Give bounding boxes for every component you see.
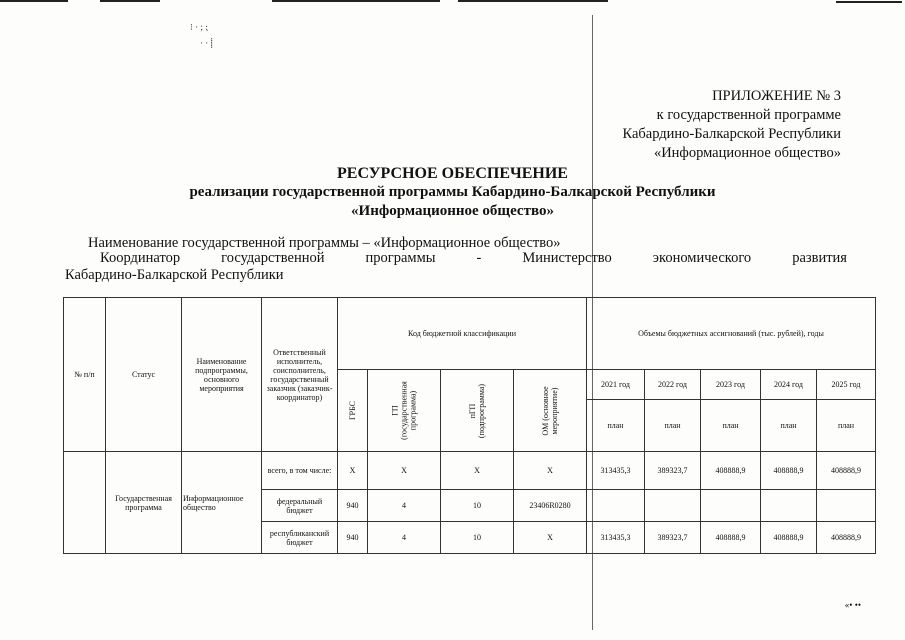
title-line: реализации государственной программы Кабардино-Балкарской Республики bbox=[189, 184, 716, 200]
coordinator-line: Кабардино-Балкарской Республики bbox=[65, 267, 284, 283]
table-row bbox=[64, 452, 876, 490]
title-line: РЕСУРСНОЕ ОБЕСПЕЧЕНИЕ bbox=[337, 165, 568, 182]
header-year: 2024 год bbox=[761, 370, 817, 400]
title-line: «Информационное общество» bbox=[351, 203, 554, 219]
scan-edge-line bbox=[0, 0, 68, 2]
cell-subprogram: Информационное общество bbox=[182, 452, 262, 554]
cell-executor: республиканский бюджет bbox=[262, 522, 338, 554]
coordinator-word: Координатор bbox=[100, 250, 181, 266]
header-pgp: пГП (подпрограмма) bbox=[441, 370, 514, 452]
cell-value: 389323,7 bbox=[645, 522, 701, 554]
scan-speck: «• •• bbox=[844, 600, 861, 610]
cell-value: 408888,9 bbox=[761, 452, 817, 490]
cell-pgp: 10 bbox=[441, 522, 514, 554]
coordinator-word: - bbox=[476, 250, 482, 266]
program-name: Наименование государственной программы – «Информационное общество» bbox=[88, 235, 561, 251]
cell-om: 23406R0280 bbox=[514, 490, 587, 522]
cell-value: 408888,9 bbox=[817, 452, 876, 490]
cell-gp: 4 bbox=[368, 522, 441, 554]
header-year: 2021 год bbox=[587, 370, 645, 400]
header-row bbox=[64, 298, 876, 370]
header-plan: план bbox=[761, 400, 817, 452]
cell-value bbox=[761, 490, 817, 522]
cell-grbs: 940 bbox=[338, 522, 368, 554]
cell-grbs: 940 bbox=[338, 490, 368, 522]
cell-value: 389323,7 bbox=[645, 452, 701, 490]
cell-value: 313435,3 bbox=[587, 452, 645, 490]
cell-num bbox=[64, 452, 106, 554]
document-title bbox=[0, 164, 905, 221]
coordinator-word: государственной bbox=[221, 250, 325, 266]
coordinator-text bbox=[65, 250, 847, 284]
scan-speck: · · ⸽ bbox=[200, 38, 213, 48]
coordinator-word: экономического bbox=[652, 250, 752, 266]
cell-value bbox=[587, 490, 645, 522]
cell-om: X bbox=[514, 522, 587, 554]
cell-gp: X bbox=[368, 452, 441, 490]
appendix-line: Кабардино-Балкарской Республики bbox=[622, 126, 841, 142]
cell-value bbox=[817, 490, 876, 522]
header-year: 2023 год bbox=[701, 370, 761, 400]
coordinator-word: программы bbox=[365, 250, 436, 266]
header-om: ОМ (основное мероприятие) bbox=[514, 370, 587, 452]
cell-value: 408888,9 bbox=[761, 522, 817, 554]
coordinator-word: Министерство bbox=[522, 250, 612, 266]
header-plan: план bbox=[817, 400, 876, 452]
cell-value bbox=[701, 490, 761, 522]
cell-value: 408888,9 bbox=[701, 522, 761, 554]
header-plan: план bbox=[701, 400, 761, 452]
scan-speck: ⁝ · ; ⁏ bbox=[190, 22, 209, 32]
appendix-block bbox=[622, 87, 841, 163]
header-gp: ГП (государственная программа) bbox=[368, 370, 441, 452]
cell-om: X bbox=[514, 452, 587, 490]
header-year: 2025 год bbox=[817, 370, 876, 400]
cell-grbs: X bbox=[338, 452, 368, 490]
header-subprogram: Наименование подпрограммы, основного мероприятия bbox=[182, 298, 262, 452]
scan-edge-line bbox=[100, 0, 160, 2]
cell-value: 408888,9 bbox=[817, 522, 876, 554]
cell-pgp: X bbox=[441, 452, 514, 490]
scan-edge-line bbox=[458, 0, 608, 2]
header-executor: Ответственный исполнитель, соисполнитель, государственный заказчик (заказчик-координатор) bbox=[262, 298, 338, 452]
cell-pgp: 10 bbox=[441, 490, 514, 522]
appendix-number: ПРИЛОЖЕНИЕ № 3 bbox=[712, 88, 841, 104]
cell-value bbox=[645, 490, 701, 522]
coordinator-word: развития bbox=[792, 250, 847, 266]
header-plan: план bbox=[645, 400, 701, 452]
cell-status: Государственная программа bbox=[106, 452, 182, 554]
scan-edge-line bbox=[836, 1, 902, 3]
header-plan: план bbox=[587, 400, 645, 452]
resource-table bbox=[63, 297, 876, 554]
header-year: 2022 год bbox=[645, 370, 701, 400]
cell-executor: федеральный бюджет bbox=[262, 490, 338, 522]
scan-edge-line bbox=[272, 0, 440, 2]
cell-value: 313435,3 bbox=[587, 522, 645, 554]
header-volumes: Объемы бюджетных ассигнований (тыс. рублей), годы bbox=[587, 298, 876, 370]
cell-value: 408888,9 bbox=[701, 452, 761, 490]
cell-executor: всего, в том числе: bbox=[262, 452, 338, 490]
header-grbs: ГРБС bbox=[338, 370, 368, 452]
header-budget-code: Код бюджетной классификации bbox=[338, 298, 587, 370]
appendix-line: «Информационное общество» bbox=[653, 145, 841, 161]
cell-gp: 4 bbox=[368, 490, 441, 522]
header-status: Статус bbox=[106, 298, 182, 452]
header-num: № п/п bbox=[64, 298, 106, 452]
appendix-line: к государственной программе bbox=[656, 107, 841, 123]
